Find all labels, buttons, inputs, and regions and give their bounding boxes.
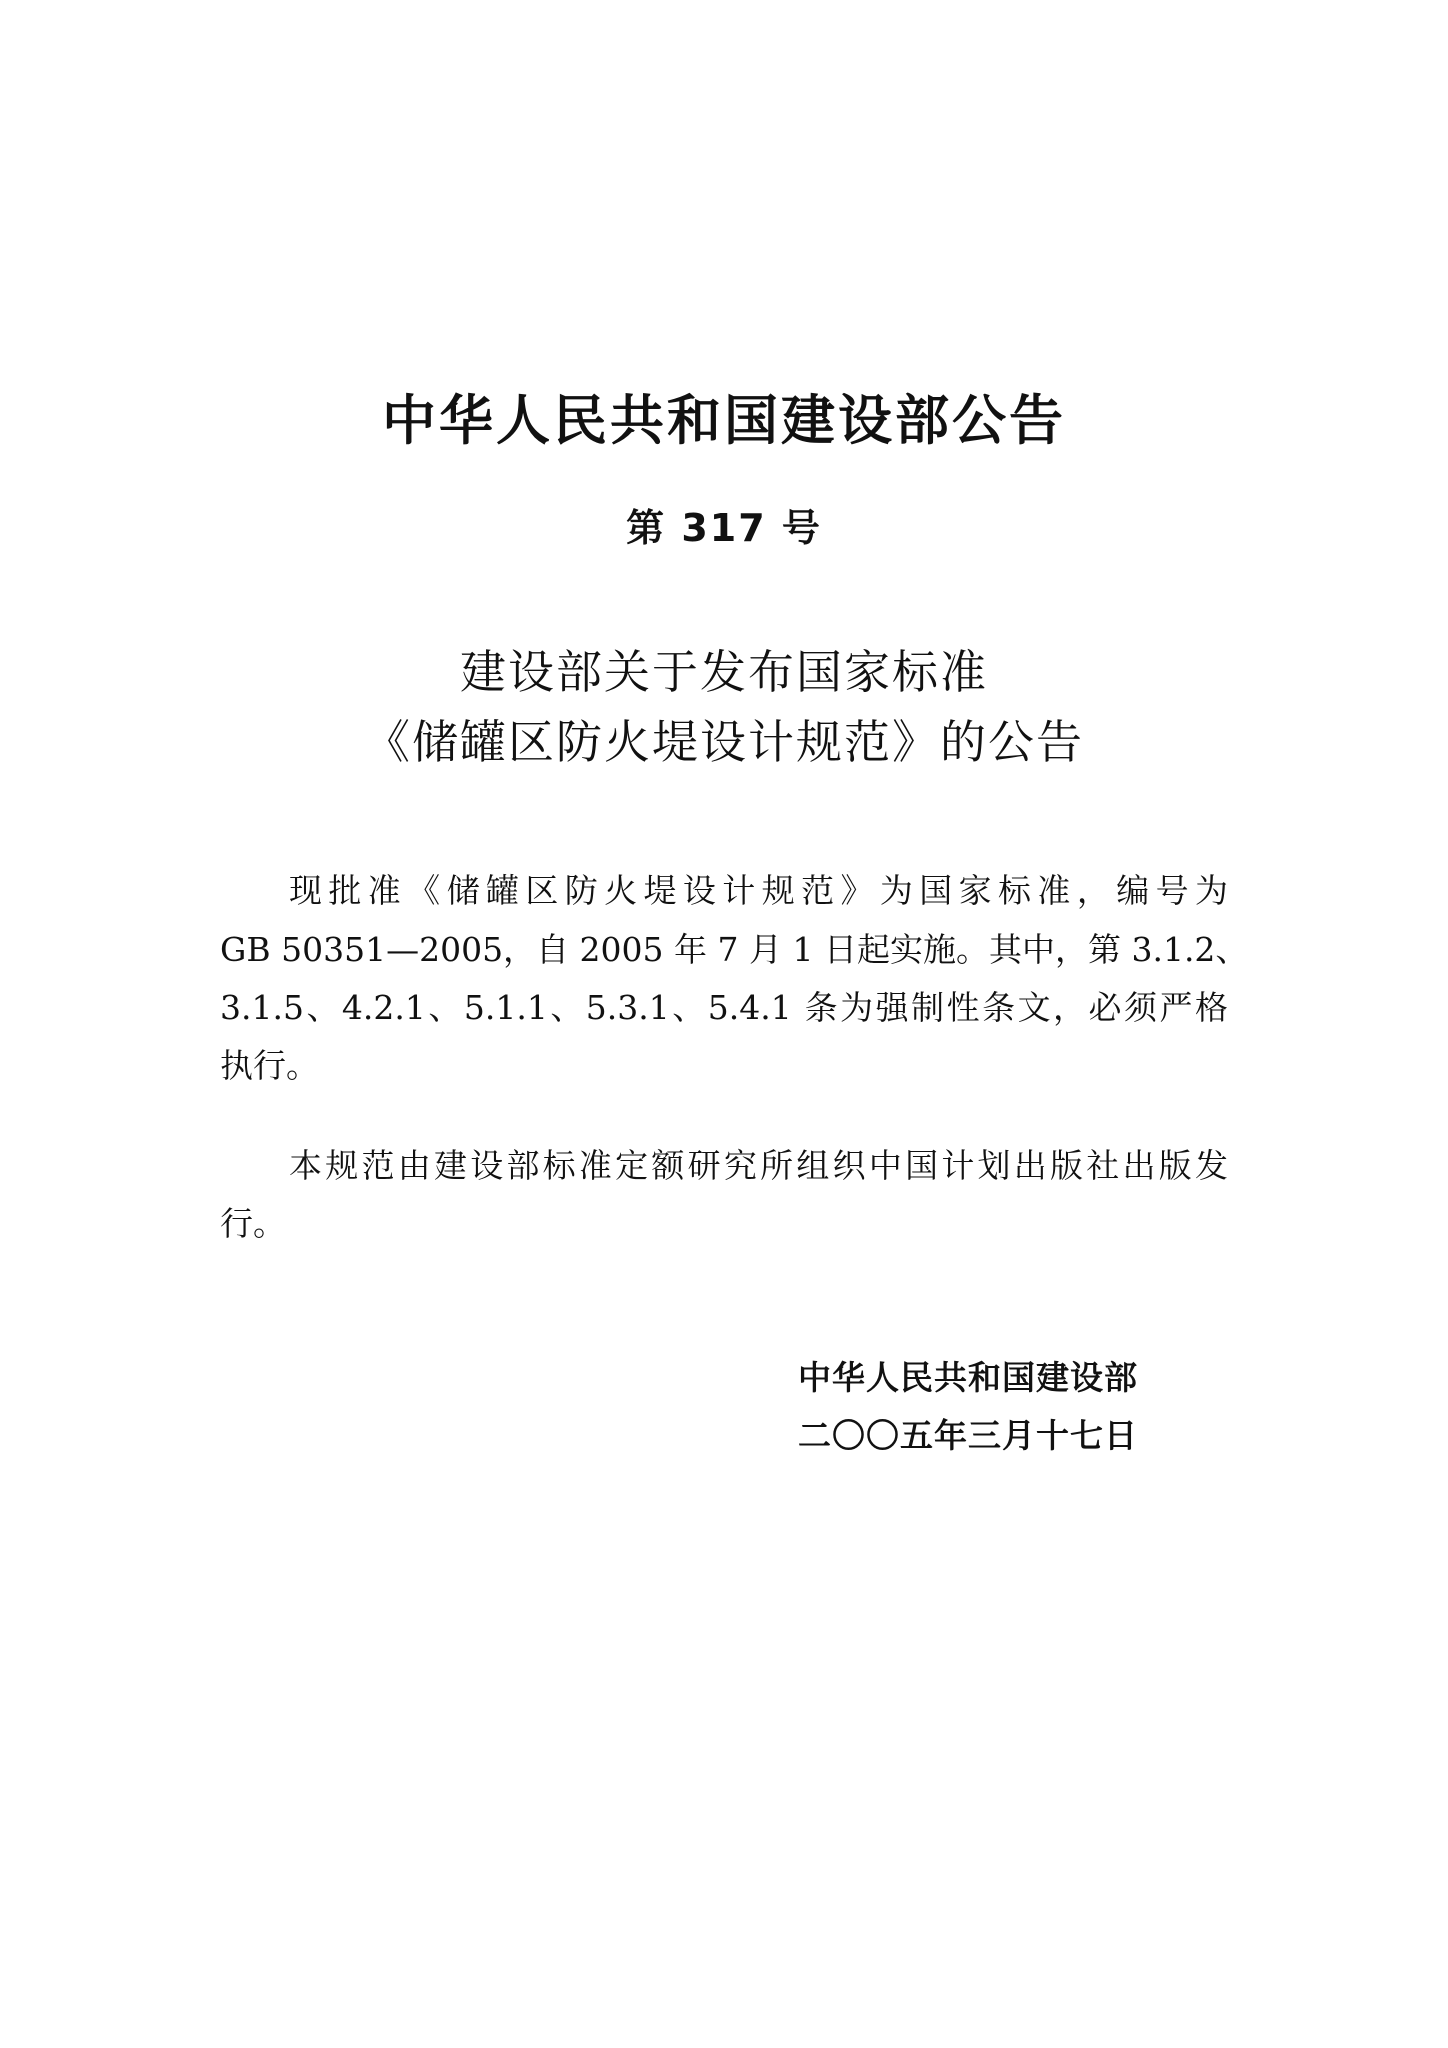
announcement-title: 中华人民共和国建设部公告 — [382, 389, 1066, 452]
announcement-subtitle-line-1: 建设部关于发布国家标准 — [460, 645, 988, 699]
paragraph-line: 现批准《储罐区防火堤设计规范》为国家标准，编号为 — [289, 871, 1228, 910]
issue-date: 二〇〇五年三月十七日 — [798, 1416, 1138, 1455]
issuer-name: 中华人民共和国建设部 — [798, 1358, 1138, 1397]
paragraph-line: 行。 — [220, 1204, 286, 1243]
paragraph-line: 3.1.5、4.2.1、5.1.1、5.3.1、5.4.1 条为强制性条文，必须严格 — [220, 988, 1228, 1027]
paragraph-line: GB 50351—2005，自 2005 年 7 月 1 日起实施。其中，第 3.1.2、 — [220, 930, 1249, 969]
announcement-subtitle-line-2: 《储罐区防火堤设计规范》的公告 — [364, 715, 1084, 769]
announcement-number: 第 317 号 — [626, 506, 822, 550]
paragraph-line: 本规范由建设部标准定额研究所组织中国计划出版社出版发 — [289, 1146, 1228, 1185]
paragraph-line: 执行。 — [220, 1046, 319, 1085]
